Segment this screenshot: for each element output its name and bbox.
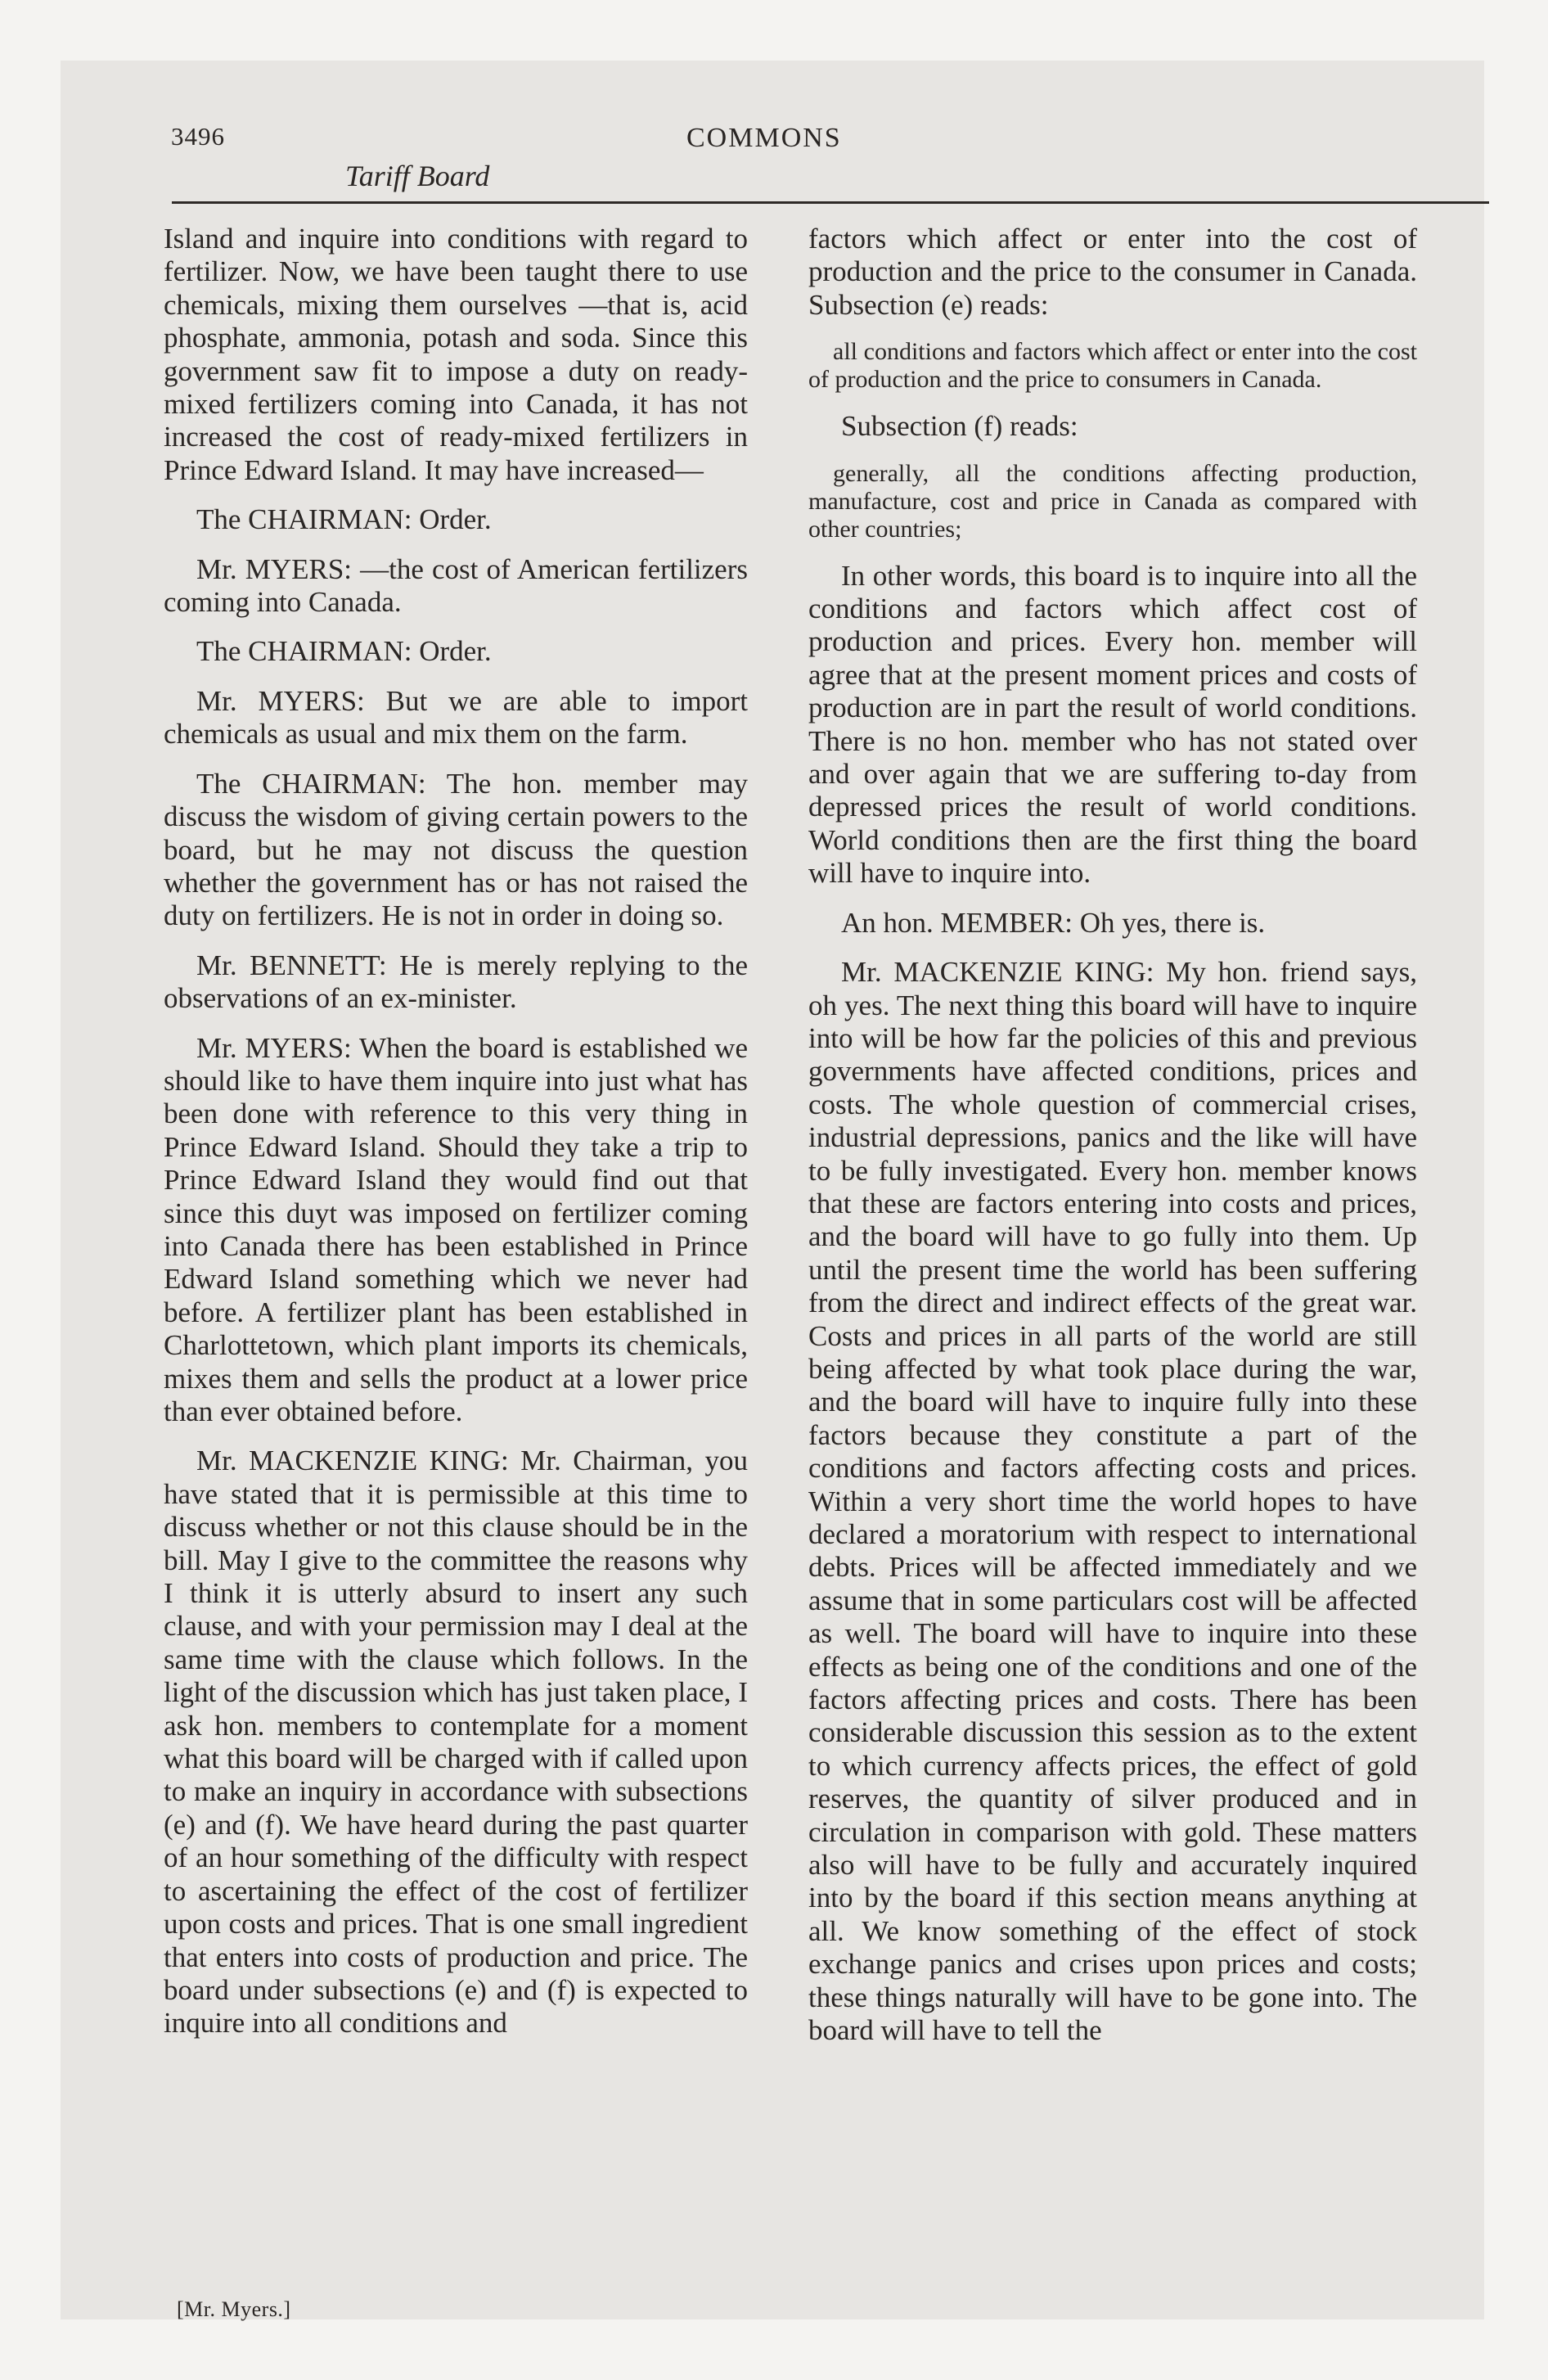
quoted-subsection: all conditions and factors which affect or enter into the cost of production and the price to consumers in Canada. — [808, 338, 1417, 394]
paragraph: Mr. MYERS: But we are able to import chemicals as usual and mix them on the farm. — [164, 684, 748, 751]
paragraph: Mr. MACKENZIE KING: My hon. friend says, oh yes. The next thing this board will have to inquire into will be how far the policies of this and previous governments have affected conditions, prices and costs. The whole question of commercial crises, industrial depressions, panics and the like will have to be fully investigated. Every hon. member knows that these are factors entering into costs and prices, and the board will have to go fully into them. Up until the present time the world has been suffering from the direct and indirect effects of the great war. Costs and prices in all parts of the world are still being affected by what took place during the war, and the board will have to inquire fully into these factors because they constitute a part of the conditions and factors affecting costs and prices. Within a very short time the world hopes to have declared a moratorium with respect to international debts. Prices will be affected immediately and we assume that in some particulars cost will be affected as well. The board will have to inquire into these effects as being one of the conditions and one of the factors affecting prices and costs. There has been considerable discussion this session as to the extent to which currency affects prices, the effect of gold reserves, the quantity of silver produced and in circulation in comparison with gold. These matters also will have to be fully and accurately inquired into by the board if this section means anything at all. We know something of the effect of stock exchange panics and crises upon prices and costs; these things naturally will have to be gone into. The board will have to tell the — [808, 956, 1417, 2047]
paragraph: Mr. BENNETT: He is merely replying to the observations of an ex-minister. — [164, 949, 748, 1015]
paragraph: In other words, this board is to inquire into all the conditions and factors which affect cost of production and prices. Every hon. member will agree that at the present moment prices and costs of production are in part the result of world conditions. There is no hon. member who has not stated over and over again that we are suffering to-day from depressed prices the result of world conditions. World conditions then are the first thing the board will have to inquire into. — [808, 559, 1417, 890]
paragraph: The CHAIRMAN: The hon. member may discuss the wisdom of giving certain powers to the board, but he may not discuss the question whether the government has or has not raised the duty on fertilizers. He is not in order in doing so. — [164, 767, 748, 932]
page-header — [61, 61, 1484, 224]
right-column — [808, 223, 1417, 2064]
paragraph: Mr. MYERS: When the board is established we should like to have them inquire into just what has been done with reference to this very thing in Prince Edward Island. Should they take a trip to Prince Edward Island they would find out that since this duyt was imposed on fertilizer coming into Canada there has been established in Prince Edward Island something which we never had before. A fertilizer plant has been established in Charlottetown, which plant imports its chemicals, mixes them and sells the product at a lower price than ever obtained before. — [164, 1031, 748, 1427]
running-title: COMMONS — [686, 123, 842, 153]
quoted-subsection: generally, all the conditions affecting production, manufacture, cost and price in Canada as compared with other countries; — [808, 459, 1417, 543]
header-rule — [172, 201, 1489, 204]
section-title: Tariff Board — [345, 160, 490, 192]
left-column — [164, 223, 748, 2057]
document-page — [61, 61, 1484, 2319]
paragraph: Island and inquire into conditions with regard to fertilizer. Now, we have been taught there to use chemicals, mixing them ourselves —that is, acid phosphate, ammonia, potash and soda. Since this government saw fit to impose a duty on ready-mixed fertilizers coming into Canada, it has not increased the cost of ready-mixed fertilizers in Prince Edward Island. It may have increased— — [164, 223, 748, 486]
paragraph: Mr. MACKENZIE KING: Mr. Chairman, you have stated that it is permissible at this time to discuss whether or not this clause should be in the bill. May I give to the committee the reasons why I think it is utterly absurd to insert any such clause, and with your permission may I deal at the same time with the clause which follows. In the light of the discussion which has just taken place, I ask hon. members to contemplate for a moment what this board will be charged with if called upon to make an inquiry in accordance with subsections (e) and (f). We have heard during the past quarter of an hour something of the difficulty with respect to ascertaining the effect of the cost of fertilizer upon costs and prices. That is one small ingredient that enters into costs of production and price. The board under subsections (e) and (f) is expected to inquire into all conditions and — [164, 1445, 748, 2040]
speaker-signature: [Mr. Myers.] — [177, 2297, 291, 2321]
paragraph: An hon. MEMBER: Oh yes, there is. — [841, 906, 1266, 939]
paragraph: Subsection (f) reads: — [841, 410, 1078, 443]
paragraph: The CHAIRMAN: Order. — [196, 503, 492, 536]
paragraph: The CHAIRMAN: Order. — [196, 635, 492, 668]
paragraph: Mr. MYERS: —the cost of American fertilizers coming into Canada. — [164, 552, 748, 619]
paragraph: factors which affect or enter into the cost of production and the price to the consumer in Canada. Subsection (e) reads: — [808, 223, 1417, 321]
page-number: 3496 — [171, 122, 225, 151]
